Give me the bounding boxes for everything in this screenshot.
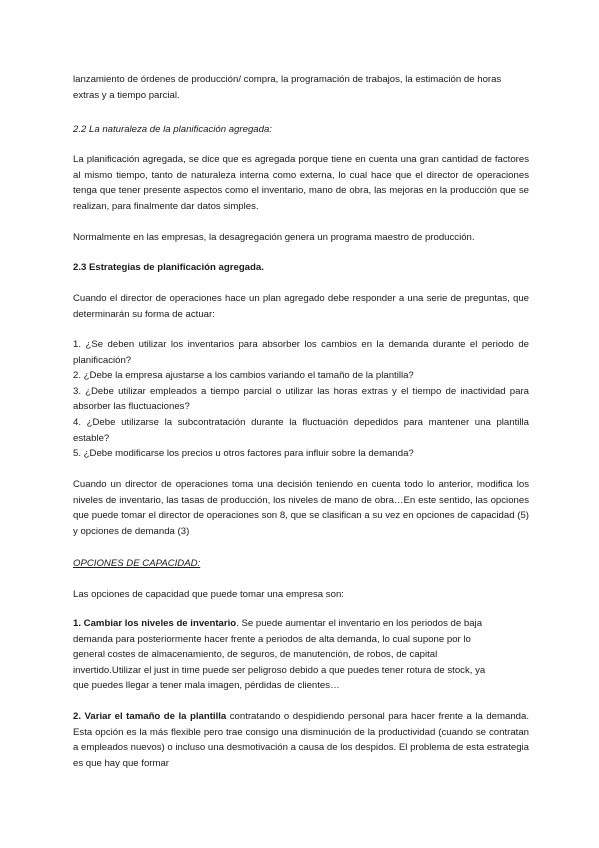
option-1-line-text: . Se puede aumentar el inventario en los periodos de baja bbox=[236, 618, 483, 629]
paragraph-2-2-b: Normalmente en las empresas, la desagregación genera un programa maestro de producción. bbox=[73, 232, 475, 243]
question-item: 4. ¿Debe utilizarse la subcontratación durante la fluctuación depedidos para mantener una plantilla estable? bbox=[73, 416, 529, 444]
option-1-line: que puedes llegar a tener mala imagen, pérdidas de clientes… bbox=[73, 680, 340, 692]
option-1-line: demanda para posteriormente hacer frente a periodos de alta demanda, lo cual supone por lo bbox=[73, 633, 471, 645]
section-2-3-title: 2.3 Estrategias de planificación agregada. bbox=[73, 262, 264, 273]
paragraph-2-3-conclusion: Cuando un director de operaciones toma una decisión teniendo en cuenta todo lo anterior, modifica los niveles de inventario, las tasas de producción, los niveles de mano de obra…En este sentido, las opciones que puede tomar el director de operaciones son 8, que se clasifican a su vez en opciones de capacidad (5) y opciones de demanda (3) bbox=[73, 479, 529, 537]
paragraph-2-3-intro: Cuando el director de operaciones hace un plan agregado debe responder a una serie de preguntas, que determinarán su forma de actuar: bbox=[73, 293, 529, 320]
question-item: 1. ¿Se deben utilizar los inventarios para absorber los cambios en la demanda durante el periodo de planificación? bbox=[73, 339, 529, 366]
option-2-text: contratando o despidiendo personal para hacer frente a la demanda. Esta opción es la más flexible pero trae consigo una disminución de la productividad (cuando se contratan a empleados nuevos) o incluso una desmotivación a causa de los despidos. El problema de esta estrategia es que hay que formar bbox=[73, 711, 529, 769]
capacity-title: OPCIONES DE CAPACIDAD: bbox=[73, 558, 201, 569]
intro-paragraph: lanzamiento de órdenes de producción/ compra, la programación de trabajos, la estimación de horas extras y a tiempo parcial. bbox=[73, 74, 502, 101]
questions-list bbox=[73, 337, 529, 462]
capacity-intro: Las opciones de capacidad que puede tomar una empresa son: bbox=[73, 589, 344, 600]
section-2-2-title: 2.2 La naturaleza de la planificación agregada: bbox=[73, 124, 272, 135]
option-2-title: 2. Variar el tamaño de la plantilla bbox=[73, 711, 227, 722]
question-item: 2. ¿Debe la empresa ajustarse a los cambios variando el tamaño de la plantilla? bbox=[73, 370, 414, 382]
option-1-title: 1. Cambiar los niveles de inventario bbox=[73, 618, 237, 629]
question-item: 5. ¿Debe modificarse los precios u otros factores para influir sobre la demanda? bbox=[73, 448, 414, 460]
option-1-line: general costes de almacenamiento, de seguros, de manutención, de robos, de capital bbox=[73, 649, 438, 661]
option-2-paragraph bbox=[73, 709, 529, 771]
option-1-paragraph bbox=[73, 616, 529, 694]
option-1-line: invertido.Utilizar el just in time puede ser peligroso debido a que puedes tener rotura de stock, ya bbox=[73, 664, 486, 676]
option-1-line bbox=[73, 616, 529, 632]
paragraph-2-2-a: La planificación agregada, se dice que es agregada porque tiene en cuenta una gran cantidad de factores al mismo tiempo, tanto de naturaleza interna como externa, lo cual hace que el director de operaciones tenga que tener presente aspectos como el inventario, mano de obra, las mejoras en la producción que se realizan, para finalmente dar datos simples. bbox=[73, 154, 529, 212]
question-item: 3. ¿Debe utilizar empleados a tiempo parcial o utilizar las horas extras y el tiempo de inactividad para absorber las fluctuaciones? bbox=[73, 385, 529, 413]
